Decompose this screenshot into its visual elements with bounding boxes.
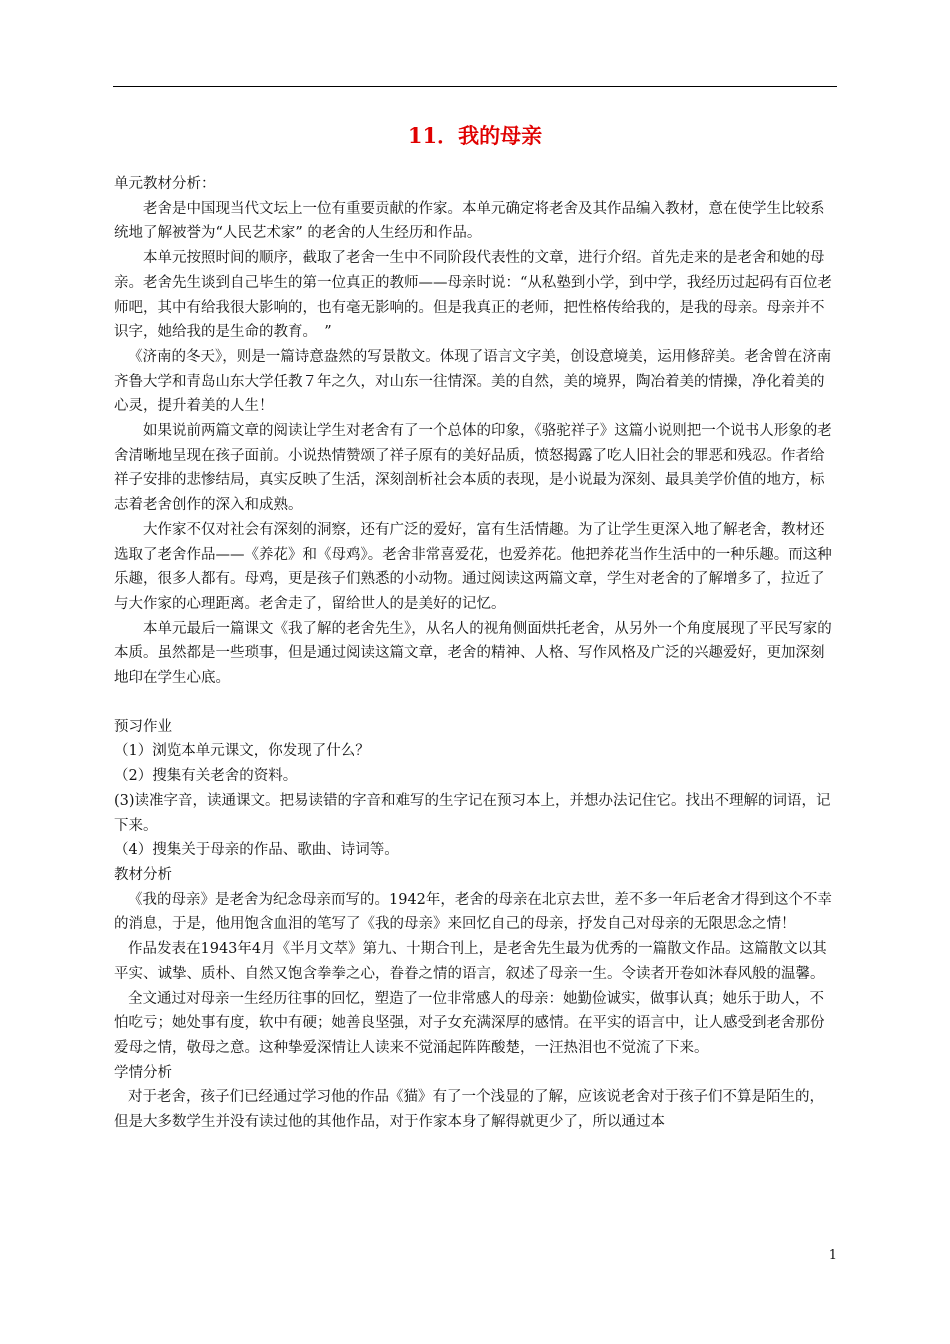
header-rule [113,86,837,87]
text-analysis-paragraph: 作品发表在1943年4月《半月文萃》第九、十期合刊上，是老舍先生最为优秀的一篇散文作品。这篇散文以其平实、诚挚、质朴、自然又饱含拳拳之心，眷眷之情的语言，叙述了母亲一生。令读者开卷如沐春风般的温馨。 [114,941,827,982]
page-title: 11．我的母亲 [407,123,543,148]
page-number: 1 [828,1248,837,1263]
preview-heading: 预习作业 [114,718,172,735]
unit-analysis-heading: 单元教材分析： [114,176,216,192]
unit-paragraph: 《济南的冬天》，则是一篇诗意盎然的写景散文。体现了语言文字美，创设意境美，运用修辞美。老舍曾在济南齐鲁大学和青岛山东大学任教７年之久，对山东一往情深。美的自然，美的境界，陶冶着美的情操，净化着美的心灵，提升着美的人生！ [114,348,832,415]
preview-item: （1）浏览本单元课文，你发现了什么？ [114,743,370,760]
section-spacer [114,691,838,715]
text-analysis-paragraph: 全文通过对母亲一生经历往事的回忆，塑造了一位非常感人的母亲：她勤俭诚实，做事认真；她乐于助人，不怕吃亏；她处事有度，软中有硬；她善良坚强，对子女充满深厚的感情。在平实的语言中，让人感受到老舍那份爱母之情，敬母之意。这种挚爱深情让人读来不觉涌起阵阵酸楚，一汪热泪也不觉流了下来。 [114,990,825,1056]
unit-paragraph: 如果说前两篇文章的阅读让学生对老舍有了一个总体的印象，《骆驼祥子》这篇小说则把一个说书人形象的老舍清晰地呈现在孩子面前。小说热情赞颂了祥子原有的美好品质，愤怒揭露了吃人旧社会的罪恶和残忍。作者给祥子安排的悲惨结局，真实反映了生活，深刻剖析社会本质的表现，是小说最为深刻、最具美学价值的地方，标志着老舍创作的深入和成熟。 [114,423,832,514]
student-analysis-paragraph: 对于老舍，孩子们已经通过学习他的作品《猫》有了一个浅显的了解，应该说老舍对于孩子们不算是陌生的，但是大多数学生并没有读过他的其他作品，对于作家本身了解得就更少了，所以通过本 [114,1089,824,1131]
student-analysis-heading: 学情分析 [114,1064,172,1081]
unit-paragraph: 本单元最后一篇课文《我了解的老舍先生》，从名人的视角侧面烘托老舍，从另外一个角度展现了平民写家的本质。虽然都是一些琐事，但是通过阅读这篇文章，老舍的精神、人格、写作风格及广泛的兴趣爱好，更加深刻地印在学生心底。 [114,620,832,687]
unit-paragraph: 大作家不仅对社会有深刻的洞察，还有广泛的爱好，富有生活情趣。为了让学生更深入地了解老舍，教材还选取了老舍作品——《养花》和《母鸡》。老舍非常喜爱花，也爱养花。他把养花当作生活中的一种乐趣。而这种乐趣，很多人都有。母鸡，更是孩子们熟悉的小动物。通过阅读这两篇文章，学生对老舍的了解增多了，拉近了与大作家的心理距离。老舍走了，留给世人的是美好的记忆。 [114,521,832,612]
text-analysis-heading: 教材分析 [114,866,172,883]
preview-item: （4）搜集关于母亲的作品、歌曲、诗词等。 [114,842,399,859]
document-body [114,172,838,1135]
preview-item: （2）搜集有关老舍的资料。 [114,768,298,785]
unit-paragraph: 老舍是中国现当代文坛上一位有重要贡献的作家。本单元确定将老舍及其作品编入教材，意在使学生比较系统地了解被誉为“人民艺术家” 的老舍的人生经历和作品。 [114,200,825,242]
text-analysis-paragraph: 《我的母亲》是老舍为纪念母亲而写的。1942年，老舍的母亲在北京去世，差不多一年后老舍才得到这个不幸的消息，于是，他用饱含血泪的笔写了《我的母亲》来回忆自己的母亲，抒发自己对母亲的无限思念之情！ [114,891,832,933]
unit-paragraph: 本单元按照时间的顺序，截取了老舍一生中不同阶段代表性的文章，进行介绍。首先走来的是老舍和她的母亲。老舍先生谈到自己毕生的第一位真正的教师——母亲时说：“从私塾到小学，到中学，我经历过起码有百位老师吧，其中有给我很大影响的，也有毫无影响的。但是我真正的老师，把性格传给我的，是我的母亲。母亲并不识字，她给我的是生命的教育。 ” [114,250,832,341]
preview-item: (3)读准字音，读通课文。把易读错的字音和难写的生字记在预习本上，并想办法记住它。找出不理解的词语，记下来。 [114,792,831,834]
